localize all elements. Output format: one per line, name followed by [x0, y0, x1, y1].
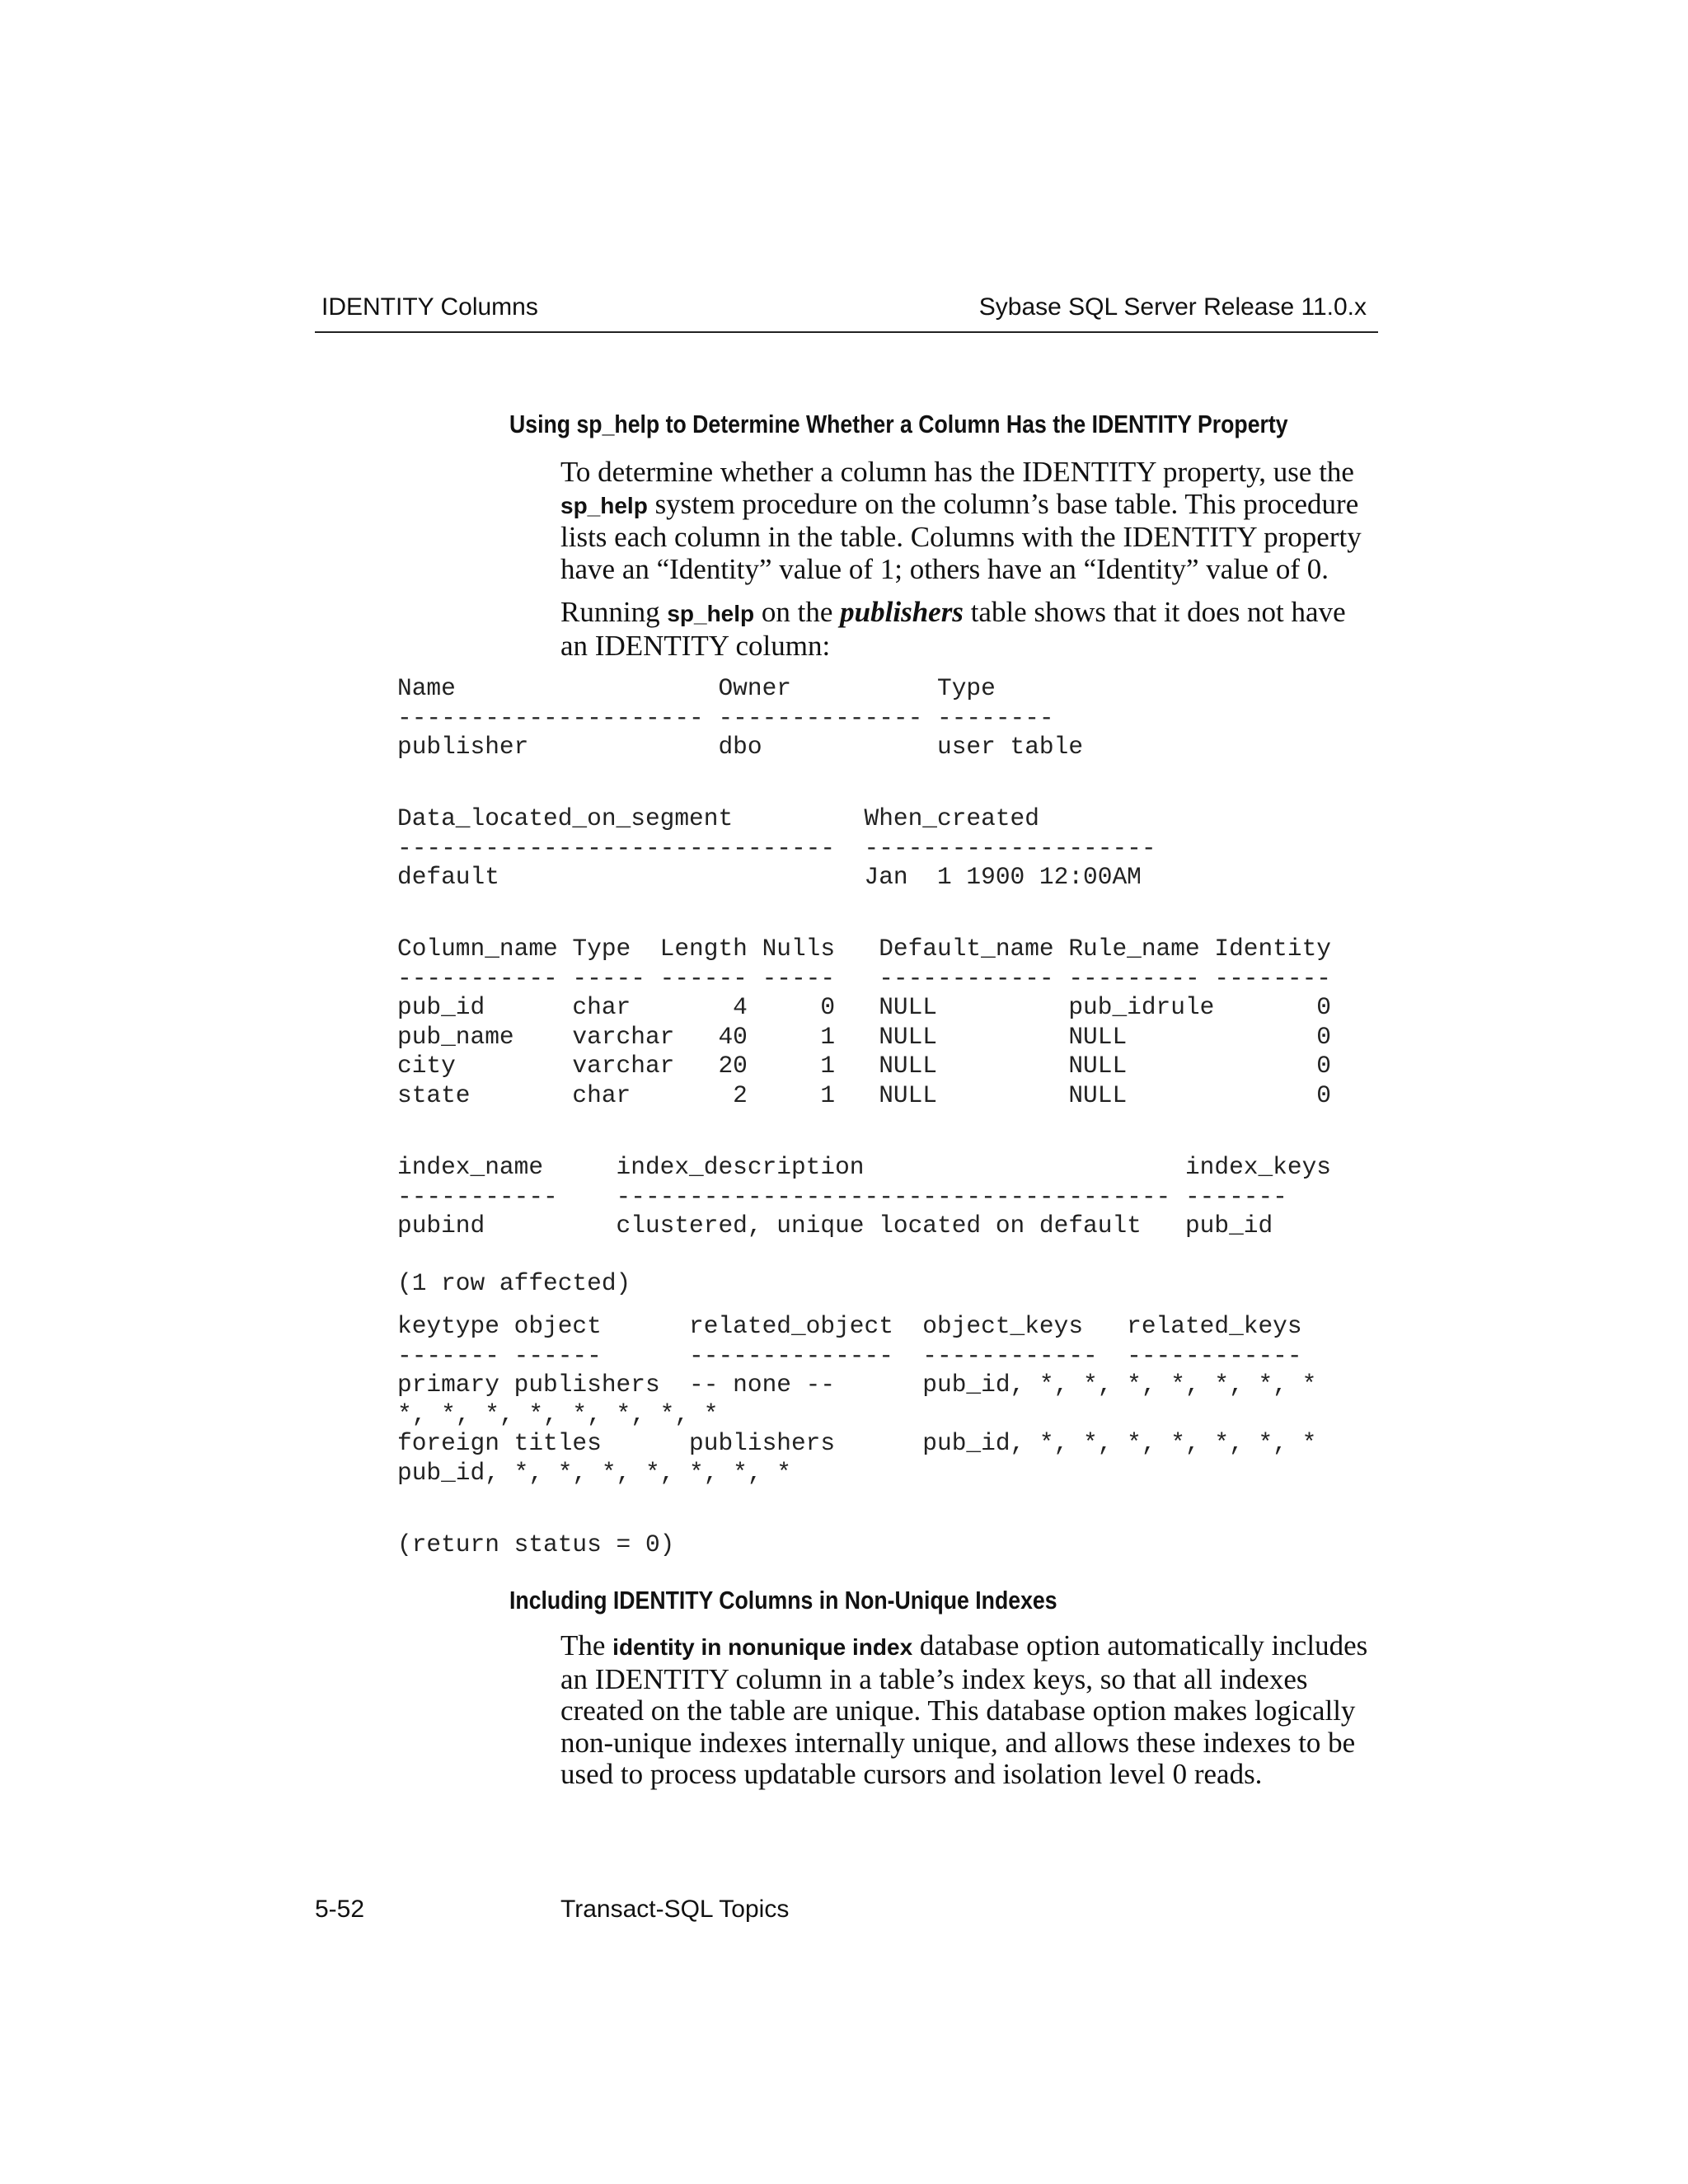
running-header-left: IDENTITY Columns	[321, 293, 538, 321]
text-run: table shows that it does not have an IDENTITY column:	[560, 596, 1346, 662]
code-block-columns: Column_name Type Length Nulls Default_name Rule_name Identity ----------- ----- ------ ----- ------------ --------- -------- pub_id char 4 0 NULL pub_idrule 0 pub_name varchar 40 1 NULL NULL 0 city varchar 20 1 NULL NULL 0 state char 2 1 NULL NULL 0	[397, 935, 1331, 1109]
page-number: 5-52	[315, 1896, 365, 1923]
text-run: The	[560, 1629, 613, 1661]
code-block-segment: Data_located_on_segment When_created ------------------------------ -------------------- default Jan 1 1900 12:00AM	[397, 804, 1156, 891]
command-name: sp_help	[560, 492, 648, 518]
running-footer-title: Transact-SQL Topics	[560, 1896, 790, 1923]
option-name: identity in nonunique index	[612, 1634, 913, 1660]
command-name: sp_help	[667, 601, 755, 626]
paragraph-identity-nonunique	[560, 1630, 1376, 1791]
text-run: To determine whether a column has the IDENTITY property, use the	[560, 456, 1354, 488]
text-run: Running	[560, 596, 668, 628]
table-name: publishers	[840, 596, 964, 628]
section-body-sp-help	[560, 457, 1376, 662]
text-run: on the	[754, 596, 841, 628]
running-header-right: Sybase SQL Server Release 11.0.x	[978, 293, 1367, 321]
code-block-return-status: (return status = 0)	[397, 1530, 675, 1558]
text-run: database option automatically includes an IDENTITY column in a table’s index keys, so that all indexes created on the table are unique. This database option makes logically non-unique indexes internally unique, and allows these indexes to be used to process updatable cursors and isolation level 0 reads.	[560, 1629, 1368, 1790]
section-heading-sp-help: Using sp_help to Determine Whether a Column Has the IDENTITY Property	[509, 410, 1288, 438]
code-block-keys: keytype object related_object object_keys related_keys ------- ------ -------------- ------------ ------------ primary publishers -- none -- pub_id, *, *, *, *, *, *, * *, *, *, *, *, *, *, * foreign titles publishers pub_id, *, *, *, *, *, *, * pub_id, *, *, *, *, *, *, *	[397, 1312, 1317, 1487]
text-run: system procedure on the column’s base table. This procedure lists each column in the table. Columns with the IDENTITY property have an “Identity” value of 1; others have an “Identity” value of 0.	[560, 487, 1362, 585]
code-block-rows-affected: (1 row affected)	[397, 1269, 631, 1297]
section-body-nonunique-indexes	[560, 1630, 1376, 1791]
header-rule	[315, 331, 1378, 333]
code-block-table-owner: Name Owner Type --------------------- -------------- -------- publisher dbo user table	[397, 674, 1084, 761]
code-block-index: index_name index_description index_keys ----------- -------------------------------------- ------- pubind clustered, unique located on default pub_id	[397, 1153, 1331, 1240]
section-heading-nonunique-indexes: Including IDENTITY Columns in Non-Unique Indexes	[509, 1586, 1057, 1615]
paragraph-identity-check	[560, 457, 1376, 585]
paragraph-running-sp-help	[560, 597, 1376, 662]
